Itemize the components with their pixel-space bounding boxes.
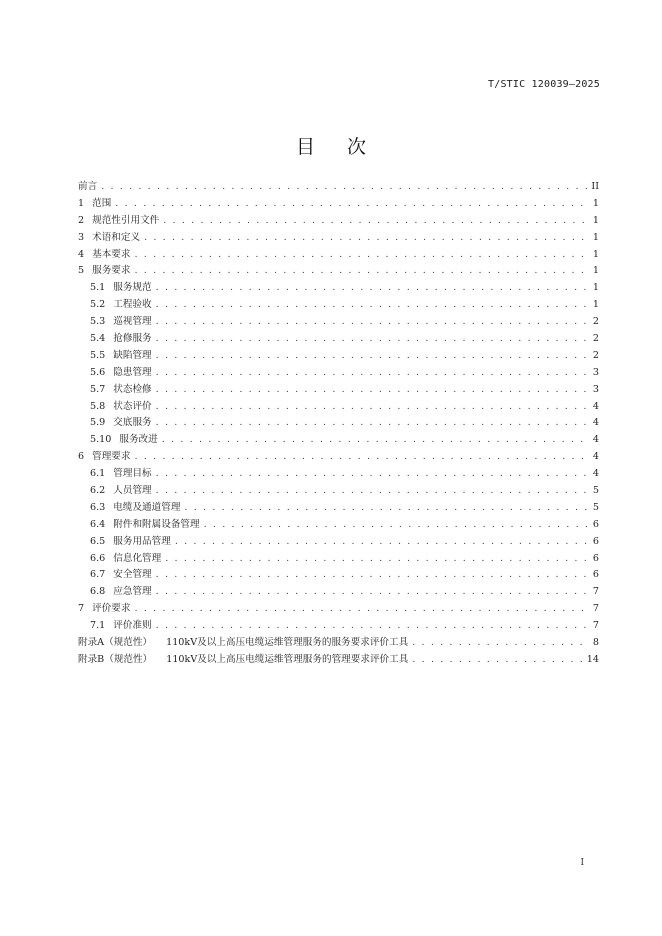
toc-entry[interactable] (78, 399, 599, 416)
toc-entry-title: 管理目标 (113, 468, 152, 480)
toc-entry-number: 6.2 (90, 485, 106, 497)
toc-dot-leader (134, 449, 587, 466)
toc-entry[interactable] (78, 196, 599, 213)
toc-dot-leader (156, 466, 587, 483)
toc-entry[interactable] (78, 247, 599, 264)
toc-entry[interactable] (78, 314, 599, 331)
toc-entry[interactable] (78, 517, 599, 534)
toc-dot-leader (156, 314, 587, 331)
toc-entry-number: 7 (78, 603, 85, 615)
toc-dot-leader (156, 415, 587, 432)
toc-entry-title: 服务规范 (113, 282, 152, 294)
toc-dot-leader (184, 500, 587, 517)
toc-entry-number: 3 (78, 231, 85, 243)
toc-dot-leader (156, 348, 587, 365)
toc-entry-page: 4 (592, 451, 599, 463)
toc-entry-page: 1 (592, 299, 599, 311)
toc-entry-page: 4 (592, 417, 599, 429)
toc-entry-page: 3 (592, 383, 599, 395)
document-id-header: T/STIC 120039—2025 (488, 79, 600, 90)
toc-entry[interactable] (78, 635, 599, 652)
toc-entry-number: 2 (78, 214, 85, 226)
toc-entry-page: 4 (592, 468, 599, 480)
toc-entry-title: 抢修服务 (113, 333, 152, 345)
toc-entry-number: 附录A（规范性） (78, 637, 153, 649)
toc-entry-page: 7 (592, 603, 599, 615)
toc-entry-title: 服务用品管理 (113, 535, 171, 547)
toc-entry-title: 人员管理 (113, 485, 152, 497)
toc-entry[interactable] (78, 365, 599, 382)
toc-entry[interactable] (78, 263, 599, 280)
toc-entry-title: 应急管理 (113, 586, 152, 598)
toc-entry-page: 6 (592, 535, 599, 547)
toc-entry-number: 附录B（规范性） (78, 653, 153, 665)
toc-dot-leader (156, 297, 587, 314)
toc-entry-number: 5.2 (90, 299, 106, 311)
toc-entry-page: 6 (592, 569, 599, 581)
toc-dot-leader (156, 365, 587, 382)
toc-entry-title: 术语和定义 (92, 231, 141, 243)
toc-dot-leader (134, 247, 587, 264)
toc-entry-number: 7.1 (90, 620, 106, 632)
toc-entry-number: 6 (78, 451, 85, 463)
toc-entry-number: 5.3 (90, 316, 106, 328)
toc-entry-number: 6.1 (90, 468, 106, 480)
toc-dot-leader (165, 551, 587, 568)
toc-dot-leader (156, 331, 587, 348)
table-of-contents (78, 179, 599, 669)
toc-dot-leader (115, 196, 587, 213)
toc-entry-number: 6.6 (90, 552, 106, 564)
toc-entry-page: 2 (592, 349, 599, 361)
toc-entry-title: 电缆及通道管理 (113, 501, 181, 513)
toc-entry-title: 评价要求 (92, 603, 131, 615)
toc-entry-title: 管理要求 (92, 451, 131, 463)
toc-entry-page: 4 (592, 400, 599, 412)
toc-entry[interactable] (78, 331, 599, 348)
toc-entry-number: 6.5 (90, 535, 106, 547)
toc-entry-title: 安全管理 (113, 569, 152, 581)
toc-entry[interactable] (78, 466, 599, 483)
toc-entry[interactable] (78, 551, 599, 568)
toc-entry-number: 6.3 (90, 501, 106, 513)
toc-entry-page: 3 (592, 366, 599, 378)
toc-entry-title: 交底服务 (113, 417, 152, 429)
toc-entry-title: 缺陷管理 (113, 349, 152, 361)
toc-entry-page: 6 (592, 552, 599, 564)
toc-entry-page: 8 (592, 637, 599, 649)
toc-dot-leader (144, 230, 587, 247)
toc-entry-page: II (591, 181, 599, 192)
toc-entry-page: 1 (592, 265, 599, 277)
toc-entry[interactable] (78, 567, 599, 584)
toc-entry-number: 6.7 (90, 569, 106, 581)
toc-entry-page: 2 (592, 316, 599, 328)
toc-entry-page: 1 (592, 197, 599, 209)
toc-entry[interactable] (78, 534, 599, 551)
toc-entry-title: 基本要求 (92, 248, 131, 260)
toc-entry-number: 6.8 (90, 586, 106, 598)
toc-entry[interactable] (78, 179, 599, 196)
toc-entry-number: 5.8 (90, 400, 106, 412)
toc-title: 目次 (295, 136, 398, 158)
toc-entry-title: 服务改进 (119, 434, 158, 446)
toc-entry[interactable] (78, 449, 599, 466)
toc-entry[interactable] (78, 584, 599, 601)
toc-dot-leader (156, 584, 587, 601)
toc-entry-page: 4 (592, 434, 599, 446)
toc-dot-leader (175, 534, 587, 551)
toc-entry[interactable] (78, 432, 599, 449)
toc-entry-page: 2 (592, 333, 599, 345)
toc-entry-title: 服务要求 (92, 265, 131, 277)
toc-dot-leader (156, 618, 587, 635)
toc-entry[interactable] (78, 382, 599, 399)
toc-entry-page: 1 (592, 231, 599, 243)
toc-entry[interactable] (78, 500, 599, 517)
toc-entry-page: 5 (592, 485, 599, 497)
toc-entry-title: 前言 (78, 181, 98, 192)
toc-entry-number: 5 (78, 265, 85, 277)
toc-entry-page: 14 (586, 653, 599, 665)
toc-entry[interactable] (78, 652, 599, 669)
toc-entry-page: 6 (592, 518, 599, 530)
toc-entry-number: 1 (78, 197, 85, 209)
page-number-footer: I (580, 858, 584, 868)
toc-entry[interactable] (78, 213, 599, 230)
toc-entry[interactable] (78, 483, 599, 500)
toc-entry-number: 5.5 (90, 349, 106, 361)
toc-dot-leader (412, 635, 587, 652)
toc-dot-leader (163, 213, 587, 230)
toc-entry-title: 范围 (92, 197, 112, 209)
toc-entry-title: 信息化管理 (113, 552, 162, 564)
toc-entry-title: 规范性引用文件 (92, 214, 160, 226)
toc-entry[interactable] (78, 618, 599, 635)
toc-entry-number: 6.4 (90, 518, 106, 530)
toc-entry-title: 巡视管理 (113, 316, 152, 328)
toc-entry-number: 5.6 (90, 366, 106, 378)
toc-dot-leader (156, 280, 587, 297)
toc-dot-leader (134, 263, 587, 280)
toc-entry-page: 1 (592, 214, 599, 226)
toc-entry-title: 工程验收 (113, 299, 152, 311)
toc-dot-leader (101, 179, 587, 196)
toc-entry-number: 5.4 (90, 333, 106, 345)
toc-dot-leader (156, 567, 587, 584)
toc-entry-page: 5 (592, 501, 599, 513)
toc-entry[interactable] (78, 280, 599, 297)
toc-dot-leader (162, 432, 587, 449)
toc-entry-title: 隐患管理 (113, 366, 152, 378)
toc-entry[interactable] (78, 348, 599, 365)
toc-entry-page: 7 (592, 586, 599, 598)
toc-entry-number: 5.1 (90, 282, 106, 294)
toc-entry-title: 110kV及以上高压电缆运维管理服务的服务要求评价工具 (166, 637, 409, 649)
toc-entry-number: 5.10 (90, 434, 112, 446)
toc-dot-leader (134, 601, 587, 618)
toc-entry-page: 7 (592, 620, 599, 632)
toc-entry-title: 评价准则 (113, 620, 152, 632)
toc-dot-leader (156, 483, 587, 500)
toc-entry-number: 5.9 (90, 417, 106, 429)
toc-entry-number: 4 (78, 248, 85, 260)
toc-entry-title: 附件和附属设备管理 (113, 518, 200, 530)
toc-entry[interactable] (78, 601, 599, 618)
toc-entry[interactable] (78, 297, 599, 314)
toc-entry-number: 5.7 (90, 383, 106, 395)
toc-entry[interactable] (78, 230, 599, 247)
toc-dot-leader (412, 652, 582, 669)
toc-entry[interactable] (78, 415, 599, 432)
toc-entry-title: 状态评价 (113, 400, 152, 412)
toc-entry-title: 110kV及以上高压电缆运维管理服务的管理要求评价工具 (166, 653, 409, 665)
toc-dot-leader (204, 517, 587, 534)
toc-entry-page: 1 (592, 248, 599, 260)
toc-entry-page: 1 (592, 282, 599, 294)
toc-dot-leader (156, 382, 587, 399)
toc-entry-title: 状态检修 (113, 383, 152, 395)
toc-dot-leader (156, 399, 587, 416)
